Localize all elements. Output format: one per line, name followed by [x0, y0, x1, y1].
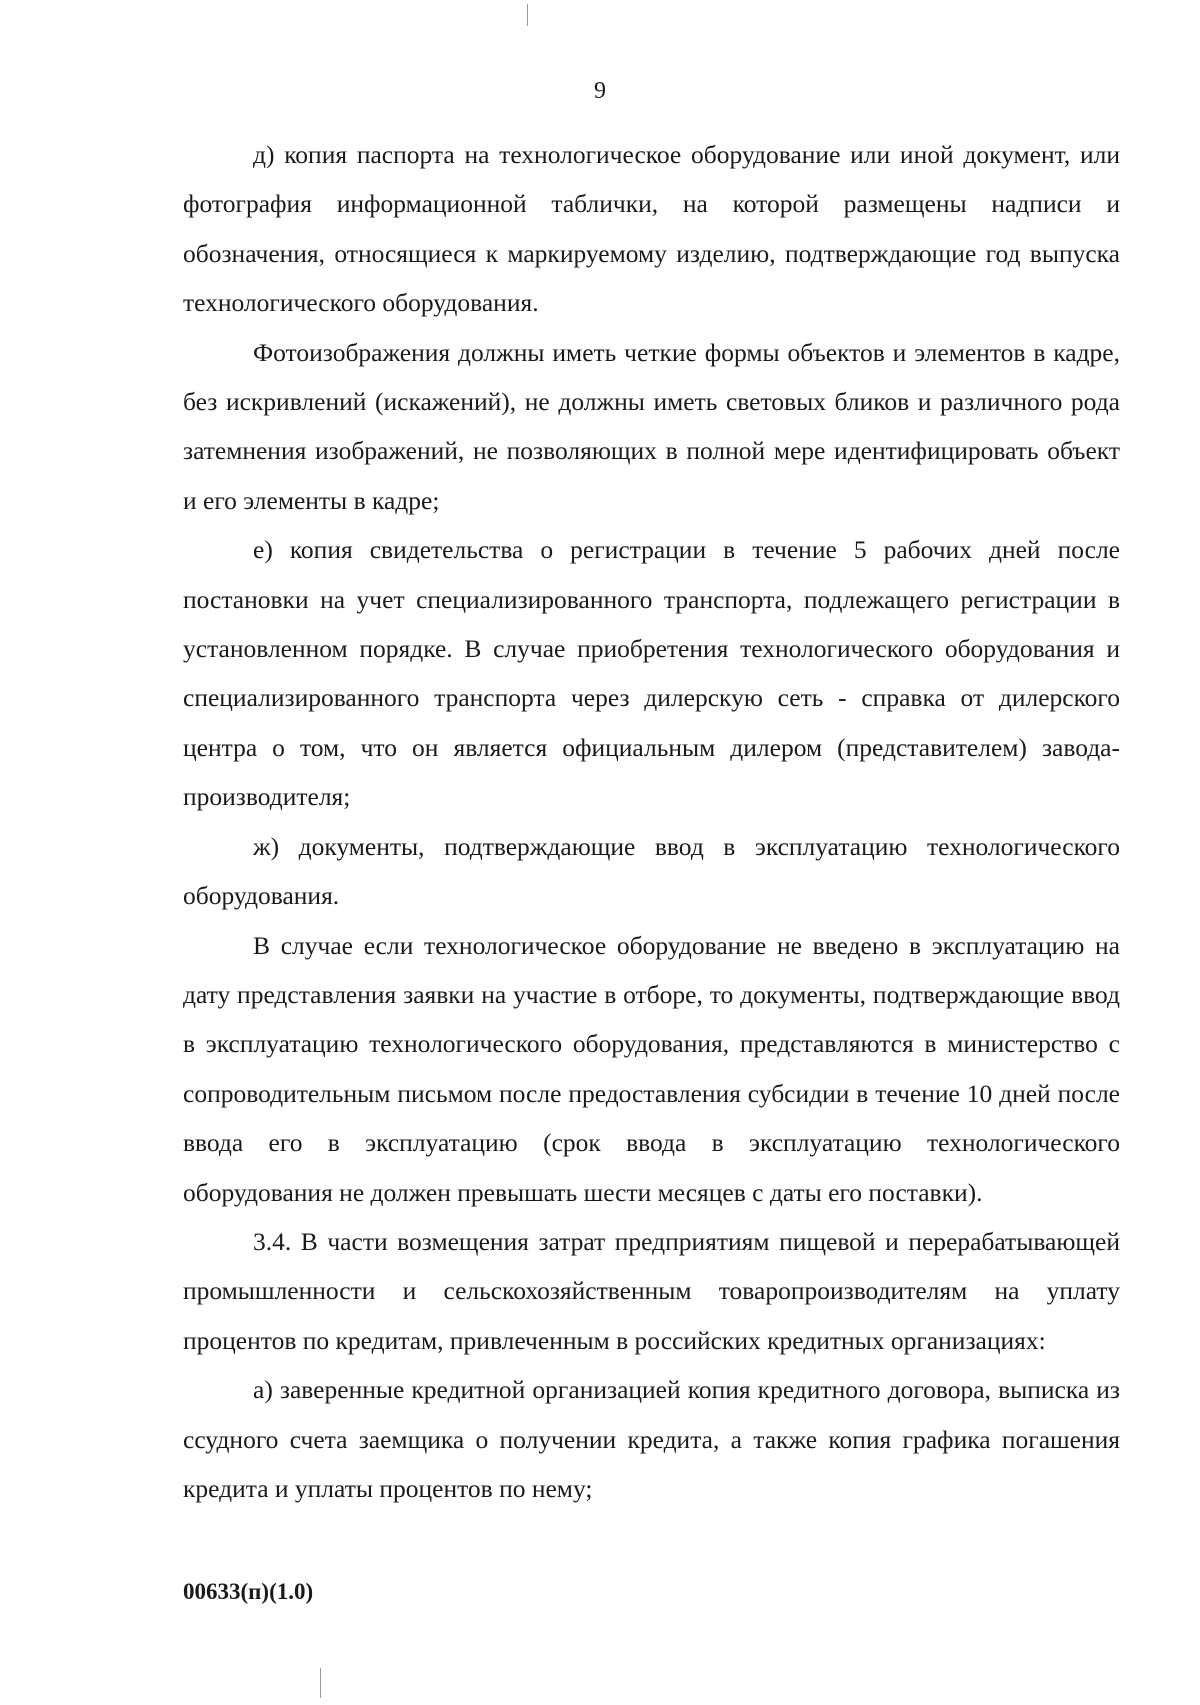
paragraph-d-passport-copy: д) копия паспорта на технологическое оборудование или иной документ, или фотография информационной таблички, на которой размещены надписи и обозначения, относящиеся к маркируемому изделию, подтверждающие год выпуска технологического оборудования.: [183, 140, 1120, 318]
scan-artifact-bottom: [320, 1668, 321, 1698]
scan-artifact-top: [527, 4, 528, 26]
document-code: 00633(п)(1.0): [183, 1579, 314, 1604]
document-body: [183, 130, 1120, 1513]
paragraph-3-4-interest-compensation: 3.4. В части возмещения затрат предприятиям пищевой и перерабатывающей промышленности и сельскохозяйственным товаропроизводителям на уплату процентов по кредитам, привлеченным в российских кредитных организациях:: [183, 1226, 1120, 1355]
paragraph-e-registration-certificate: е) копия свидетельства о регистрации в течение 5 рабочих дней после постановки на учет специализированного транспорта, подлежащего регистрации в установленном порядке. В случае приобретения технологического оборудования и специализированного транспорта через дилерскую сеть - справка от дилерского центра о том, что он является официальным дилером (представителем) завода-производителя;: [183, 535, 1120, 812]
paragraph-a-credit-agreement: а) заверенные кредитной организацией копия кредитного договора, выписка из ссудного счета заемщика о получении кредита, а также копия графика погашения кредита и уплаты процентов по нему;: [183, 1375, 1120, 1503]
paragraph-zh-commissioning-documents: ж) документы, подтверждающие ввод в эксплуатацию технологического оборудования.: [183, 831, 1120, 911]
page-number: 9: [594, 78, 606, 104]
paragraph-not-commissioned-case: В случае если технологическое оборудование не введено в эксплуатацию на дату представления заявки на участие в отборе, то документы, подтверждающие ввод в эксплуатацию технологического оборудования, представляются в министерство с сопроводительным письмом после предоставления субсидии в течение 10 дней после ввода его в эксплуатацию (срок ввода в эксплуатацию технологического оборудования не должен превышать шести месяцев с даты его поставки).: [183, 930, 1120, 1207]
paragraph-photo-requirements: Фотоизображения должны иметь четкие формы объектов и элементов в кадре, без искривлений (искажений), не должны иметь световых бликов и различного рода затемнения изображений, не позволяющих в полной мере идентифицировать объект и его элементы в кадре;: [183, 337, 1120, 515]
